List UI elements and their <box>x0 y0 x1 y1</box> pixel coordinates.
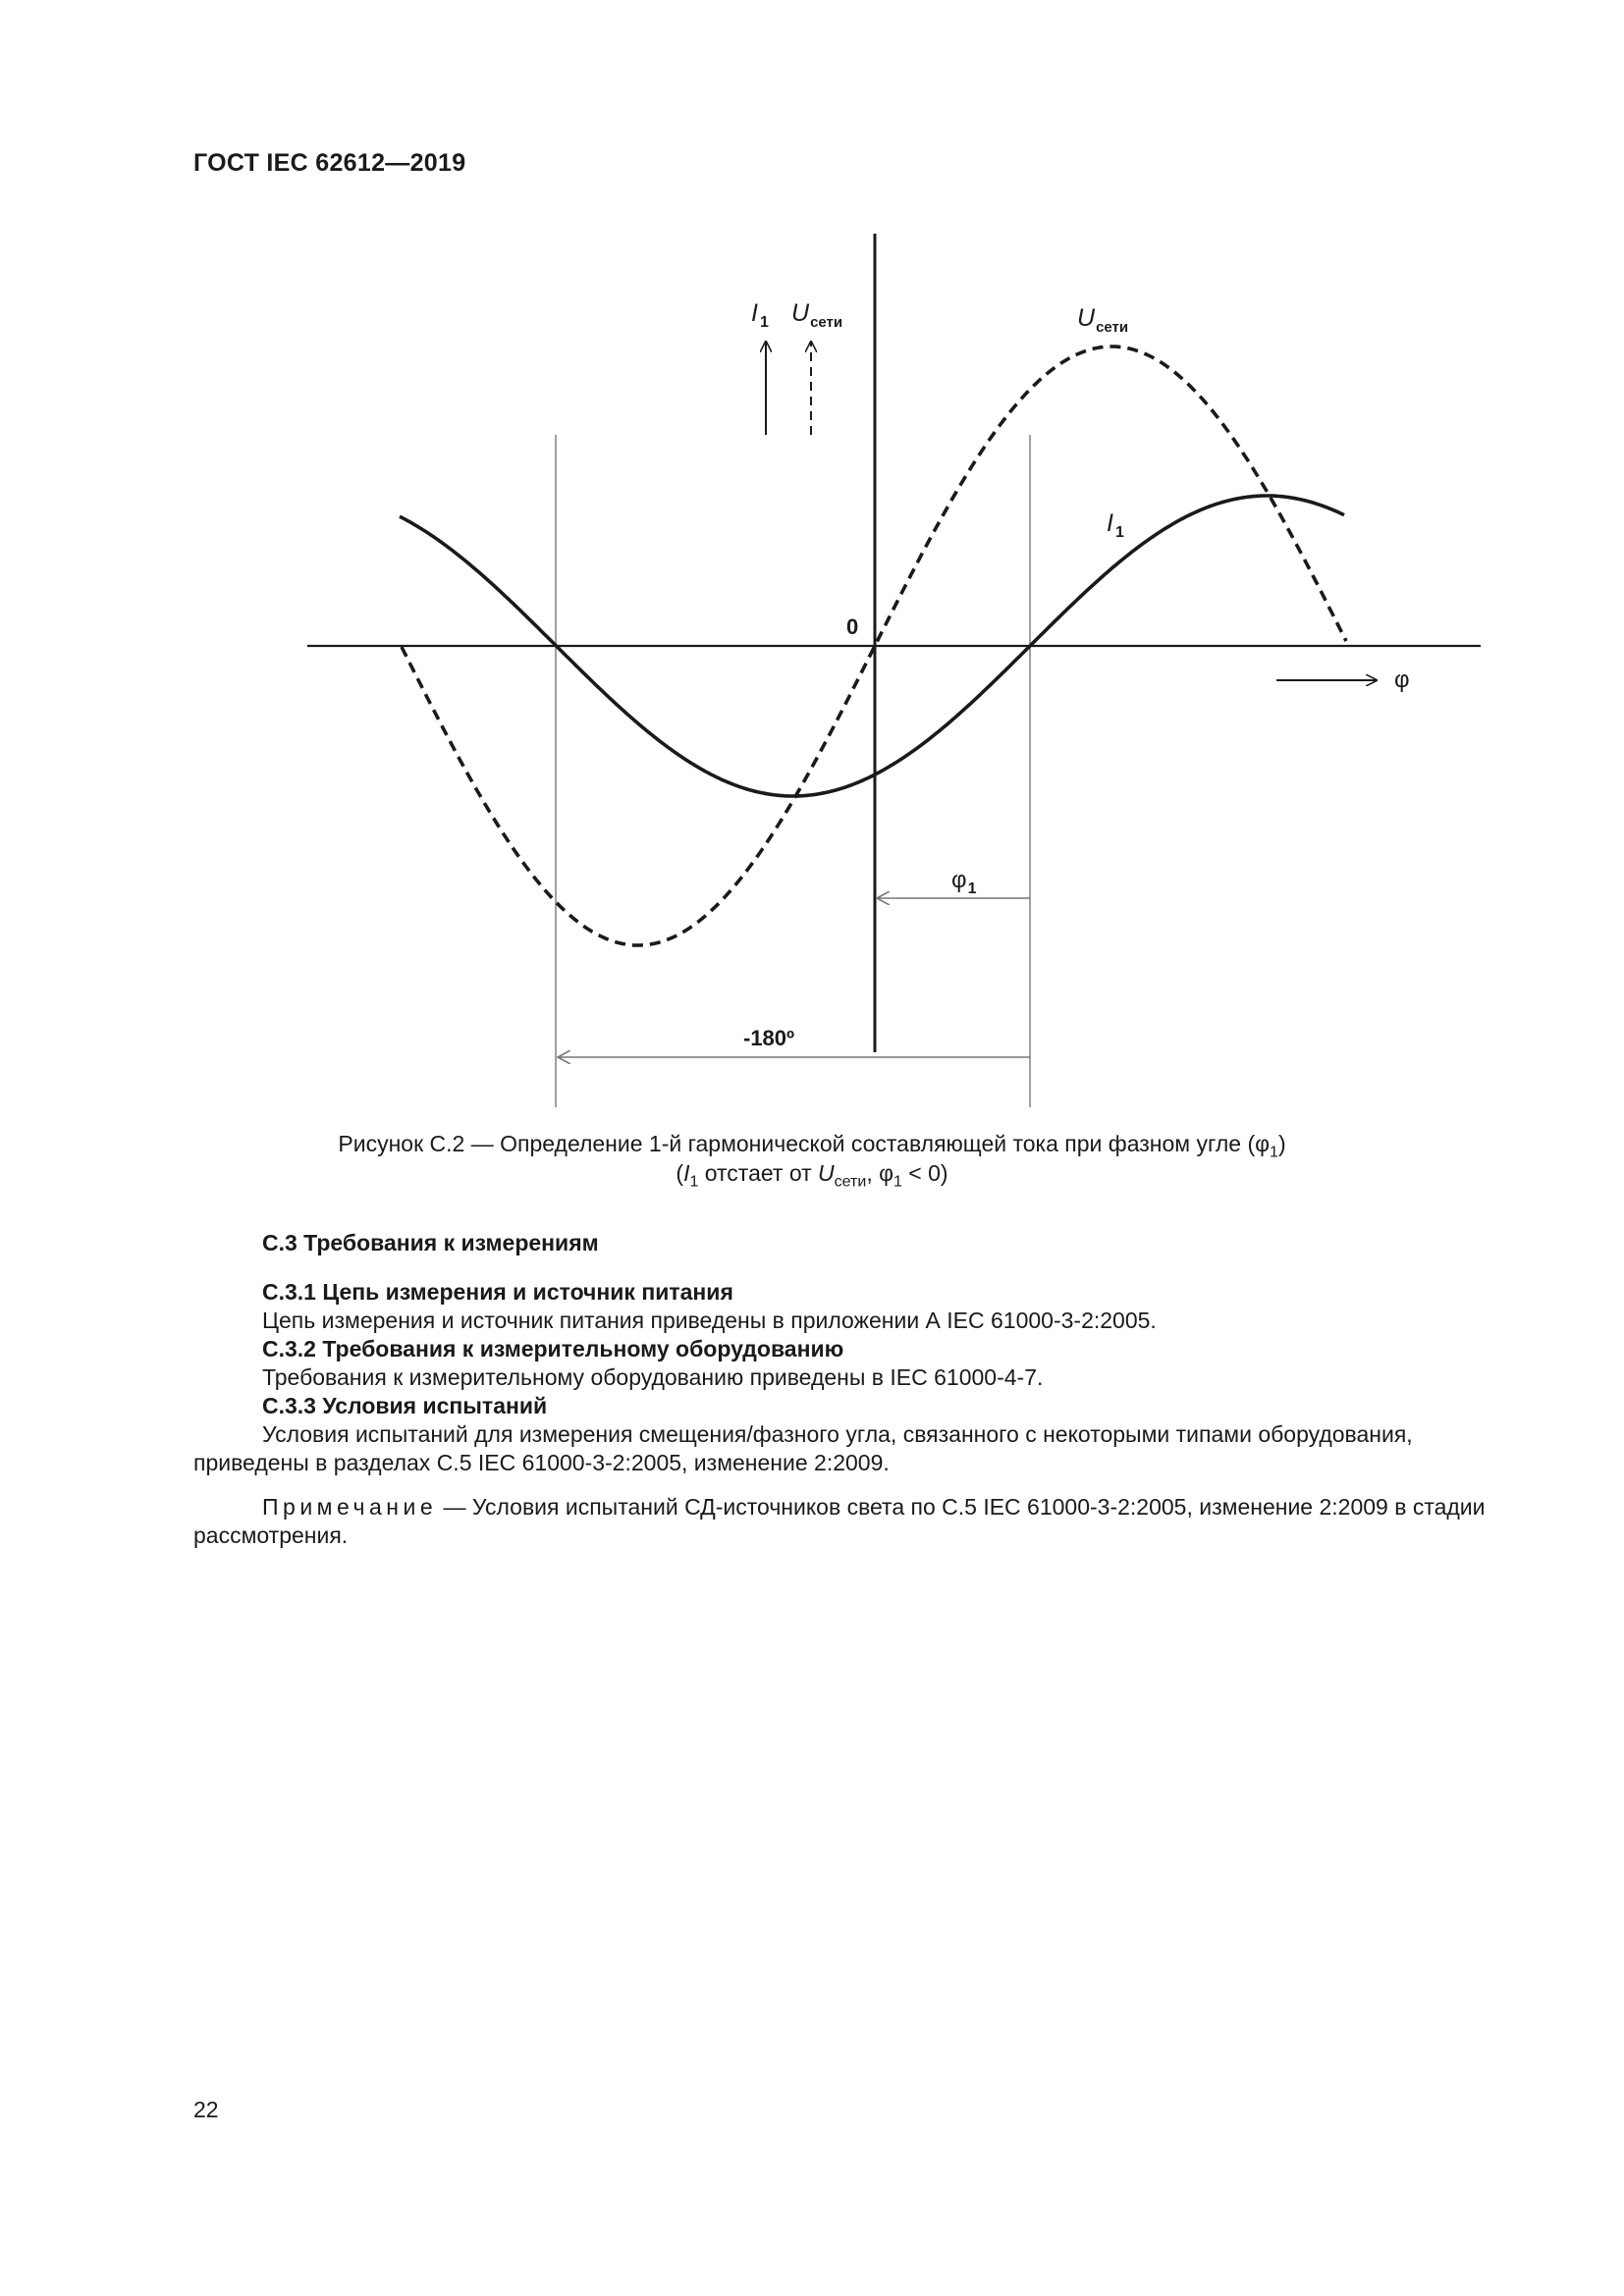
text-c31: Цепь измерения и источник питания приведены в приложении А IEC 61000-3-2:2005. <box>262 1308 1157 1333</box>
u-curve-label: $U_{сети}$ <box>1077 304 1129 336</box>
figure-caption-line-2 <box>0 1158 1624 1198</box>
heading-c31: С.3.1 Цепь измерения и источник питания <box>262 1279 733 1305</box>
i1-curve-label: I $_1$ <box>1107 509 1124 541</box>
i1-axis-label: I $_1$ <box>751 299 769 331</box>
note-block <box>193 1493 1529 1550</box>
caption2-open: ( <box>676 1160 684 1186</box>
text-c33: Условия испытаний для измерения смещения/фазного угла, связанного с некоторыми типами оборудования, приведены в разделах С.5 IEC 61000-3-2:2005, изменение 2:2009. <box>193 1421 1413 1475</box>
heading-c33: С.3.3 Условия испытаний <box>262 1393 548 1418</box>
note-text: — Условия испытаний СД-источников света по С.5 IEC 61000-3-2:2005, изменение 2:2009 в стадии рассмотрения. <box>193 1494 1486 1548</box>
phase-diagram <box>0 0 1624 1139</box>
heading-c32: С.3.2 Требования к измерительному оборудованию <box>262 1336 844 1362</box>
caption2-mid: отстает от <box>698 1160 819 1186</box>
caption-text: Рисунок С.2 — Определение 1-й гармонической составляющей тока при фазном угле (φ <box>338 1131 1271 1156</box>
phi-axis-label: φ <box>1394 667 1410 693</box>
caption2-u: U <box>818 1160 835 1186</box>
heading-c3: С.3 Требования к измерениям <box>262 1230 599 1255</box>
section-c3 <box>193 1229 1529 1257</box>
origin-label: 0 <box>846 614 859 639</box>
page-number: 22 <box>193 2097 219 2122</box>
phi1-label: $\varphi_1$ <box>951 867 977 897</box>
caption-sub: 1 <box>1270 1144 1278 1161</box>
minus180-label: -180º <box>743 1026 795 1050</box>
caption2-phi-sub: 1 <box>893 1173 902 1191</box>
caption2-comma: , φ <box>866 1160 894 1186</box>
note-paragraph <box>193 1493 1529 1550</box>
u-axis-label: $U_{сети}$ <box>791 299 843 331</box>
document-header: ГОСТ IEC 62612—2019 <box>193 149 466 177</box>
caption2-i-sub: 1 <box>689 1173 699 1191</box>
caption2-end: < 0) <box>901 1160 948 1186</box>
caption2-u-sub: сети <box>834 1173 867 1191</box>
caption-end: ) <box>1277 1131 1286 1156</box>
text-c32: Требования к измерительному оборудованию приведены в IEC 61000-4-7. <box>262 1364 1044 1390</box>
caption2-i: I <box>683 1160 690 1186</box>
figure-c2 <box>0 0 1624 1139</box>
section-c3-body <box>193 1278 1529 1477</box>
note-lead: Примечание <box>262 1494 438 1520</box>
